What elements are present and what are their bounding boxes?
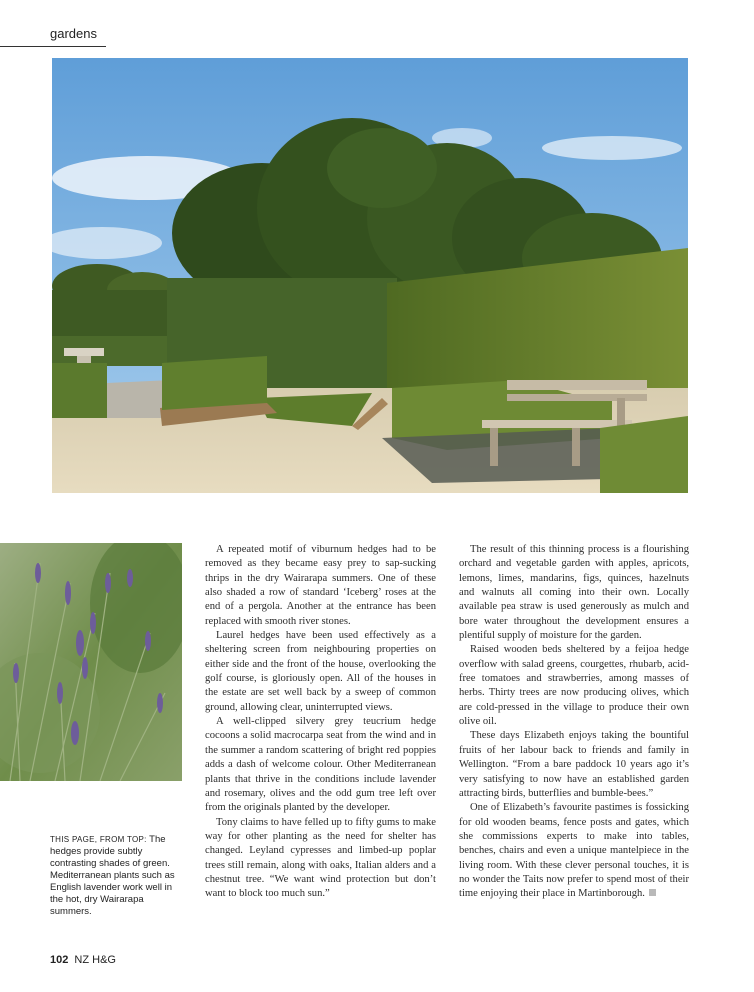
paragraph: The result of this thinning process is a flourishing orchard and vegetable garden with apples, apricots, lemons, limes, mandarins, figs, quinces, hazelnuts and walnuts all coming into their own. Locally available pea straw is used generously as mulch and bore water throughout the development ensures a plentiful supply of moisture for the garden.: [459, 544, 689, 642]
paragraph: [459, 801, 689, 901]
caption-text: The hedges provide subtly contrasting shades of green. Mediterranean plants such as English lavender work well in the hot, dry Wairarapa summers.: [50, 834, 175, 917]
paragraph-text: One of Elizabeth’s favourite pastimes is fossicking for old wooden beams, fence posts and gates, which she commissions experts to make into tables, benches, chairs and even a unique mantelpiece in the living room. With these clever personal touches, it is no wonder the Taits now prefer to spend most of their time enjoying their place in Martinborough.: [459, 802, 689, 900]
lavender-photo: [0, 543, 182, 781]
end-mark-icon: [649, 889, 656, 896]
text-column-2: [459, 543, 689, 902]
paragraph: A repeated motif of viburnum hedges had to be removed as they became easy prey to sap-sucking thrips in the dry Wairarapa summers. One of these also shaded a row of standard ‘Iceberg’ roses at the end of a pergola. Another at the entrance has been replaced with smooth river stones.: [205, 544, 436, 627]
page-number: 102: [50, 954, 69, 966]
paragraph: Laurel hedges have been used effectively as a sheltering screen from neighbouring properties on either side and the front of the house, overlooking the golf course, is gloriously open. All of the houses in the estate are set well back by a sweep of common ground, allowing clear, uninterrupted views.: [205, 630, 436, 713]
folio: [50, 954, 116, 966]
caption-lead: THIS PAGE, FROM TOP:: [50, 835, 147, 844]
hedge-garden-photo: [52, 58, 688, 493]
paragraph: Raised wooden beds sheltered by a feijoa hedge overflow with salad greens, courgettes, rhubarb, acid-free tomatoes and strawberries, among masses of herbs. Thirty trees are now producing olives, which are cold-pressed in the village to produce their own olive oil.: [459, 644, 689, 728]
paragraph: Tony claims to have felled up to fifty gums to make way for other planting as the need for shelter has changed. Leyland cypresses and limbed-up poplar trees still remain, along with oaks, Italian alders and a chestnut tree. “We want wind protection but don’t want to block too much sun.”: [205, 816, 436, 900]
paragraph: A well-clipped silvery grey teucrium hedge cocoons a solid macrocarpa seat from the wind and in the summer a random scattering of bright red poppies adds a dash of welcome colour. Other Mediterranean plants that thrive in the conditions include lavender and rosemary, olives and the odd gum tree left over from the originals planted by the developer.: [205, 716, 436, 814]
section-label: gardens: [50, 26, 97, 41]
text-column-1: [205, 543, 436, 902]
paragraph: These days Elizabeth enjoys taking the bountiful fruits of her labour back to friends and family in Wellington. “From a bare paddock 10 years ago it’s very satisfying to now have an established garden attracting birds, butterflies and bumble-bees.”: [459, 730, 689, 799]
section-rule: [0, 46, 106, 47]
photo-caption: [50, 834, 180, 918]
publication-name: NZ H&G: [74, 954, 116, 966]
